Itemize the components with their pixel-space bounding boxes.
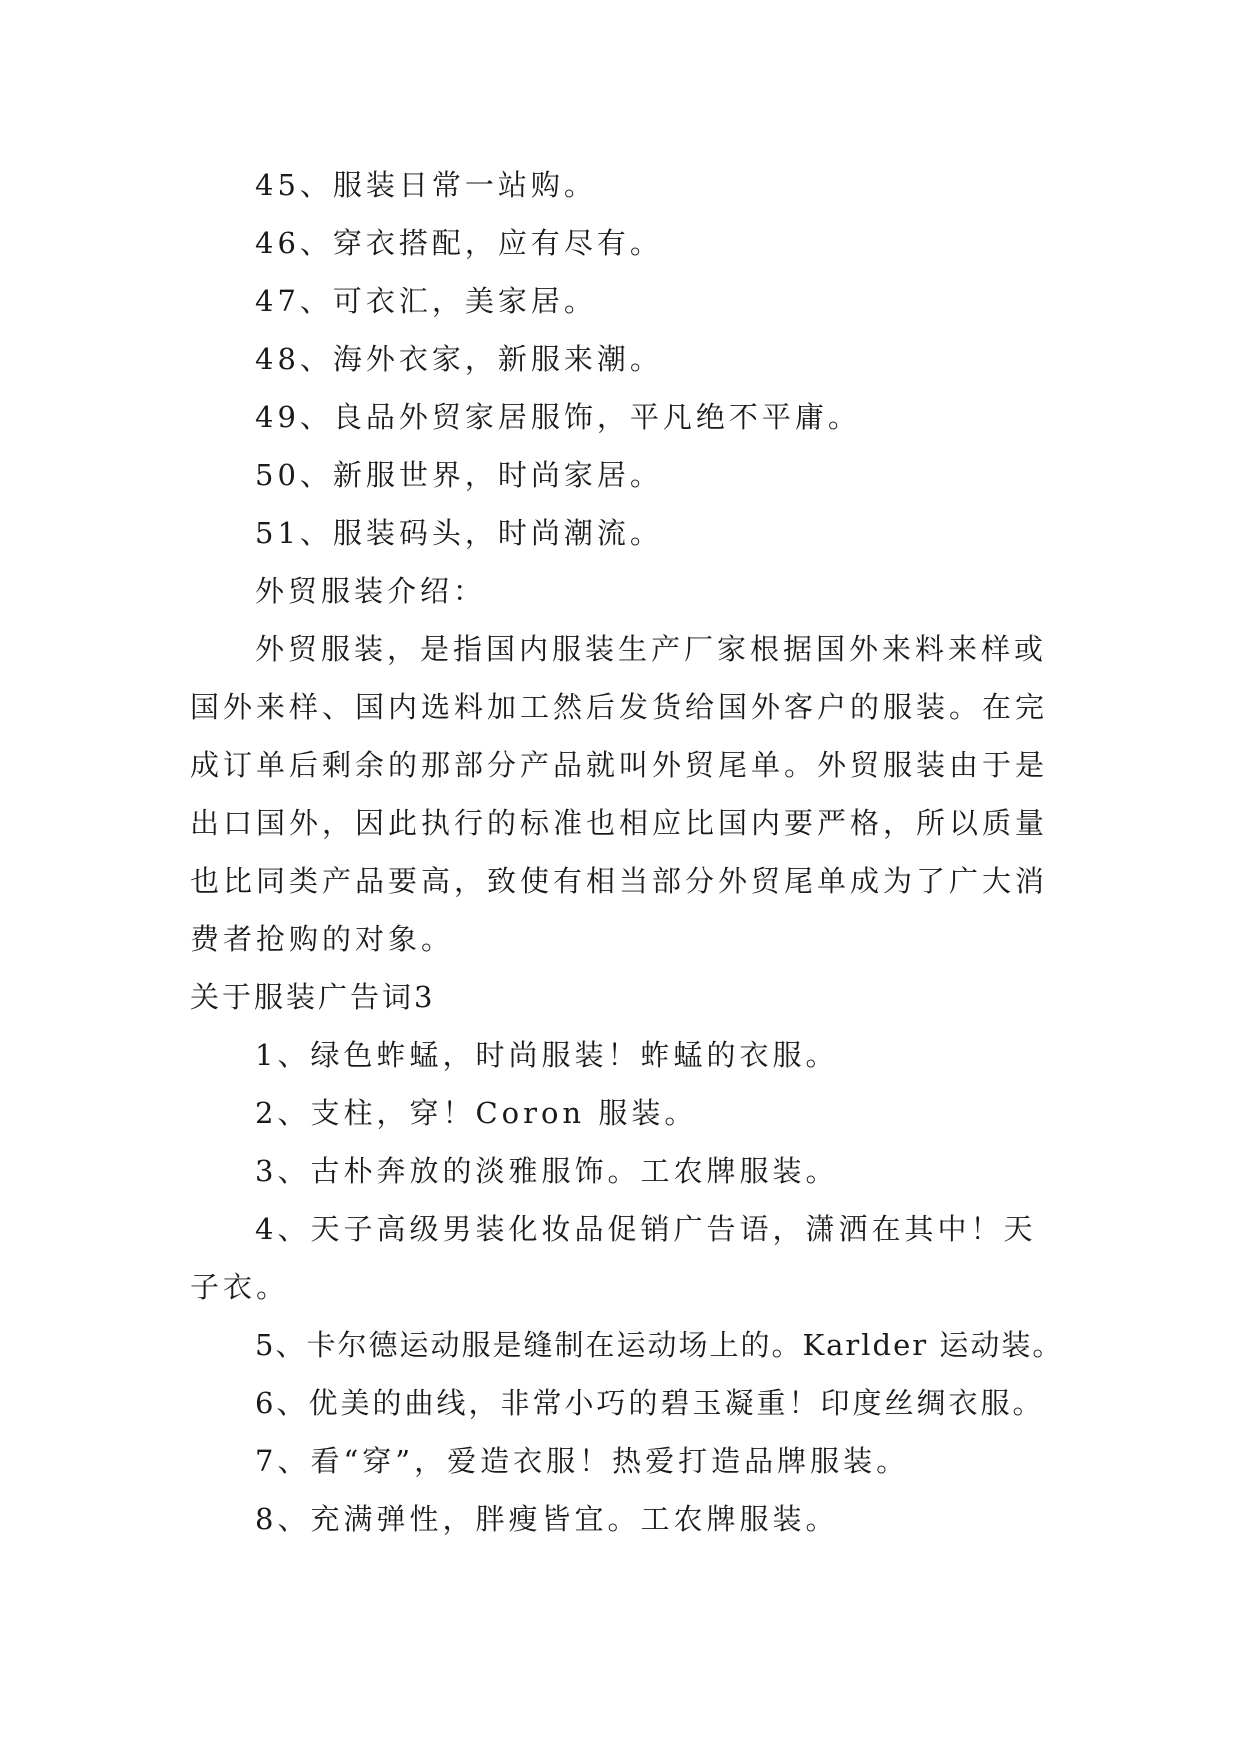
list-item: 48、海外衣家，新服来潮。 [255, 342, 663, 376]
paragraph-line: 也比同类产品要高，致使有相当部分外贸尾单成为了广大消 [190, 864, 1049, 898]
paragraph-line: 外贸服装，是指国内服装生产厂家根据国外来料来样或 [255, 632, 1048, 666]
list-item: 5、卡尔德运动服是缝制在运动场上的。Karlder 运动装。 [255, 1328, 1064, 1362]
list-item: 46、穿衣搭配，应有尽有。 [255, 226, 663, 260]
list-item: 7、看“穿”，爱造衣服！热爱打造品牌服装。 [255, 1444, 910, 1478]
list-item: 47、可衣汇，美家居。 [255, 284, 597, 318]
list-item: 8、充满弹性，胖瘦皆宜。工农牌服装。 [255, 1502, 839, 1536]
list-item: 49、良品外贸家居服饰，平凡绝不平庸。 [255, 400, 861, 434]
list-item: 4、天子高级男装化妆品促销广告语，潇洒在其中！天 [255, 1212, 1037, 1246]
list-item: 6、优美的曲线，非常小巧的碧玉凝重！印度丝绸衣服。 [255, 1386, 1045, 1420]
list-item: 2、支柱，穿！Coron 服装。 [255, 1096, 698, 1130]
paragraph-line: 费者抢购的对象。 [190, 922, 455, 956]
paragraph-line: 成订单后剩余的那部分产品就叫外贸尾单。外贸服装由于是 [190, 748, 1049, 782]
intro-heading: 外贸服装介绍： [255, 574, 487, 608]
list-item: 45、服装日常一站购。 [255, 168, 597, 202]
section-title: 关于服装广告词3 [190, 980, 436, 1014]
list-item-continuation: 子衣。 [190, 1270, 290, 1304]
list-item: 50、新服世界，时尚家居。 [255, 458, 663, 492]
paragraph-line: 国外来样、国内选料加工然后发货给国外客户的服装。在完 [190, 690, 1049, 724]
paragraph-line: 出口国外，因此执行的标准也相应比国内要严格，所以质量 [190, 806, 1049, 840]
list-item: 51、服装码头，时尚潮流。 [255, 516, 663, 550]
list-item: 1、绿色蚱蜢，时尚服装！蚱蜢的衣服。 [255, 1038, 839, 1072]
list-item: 3、古朴奔放的淡雅服饰。工农牌服装。 [255, 1154, 839, 1188]
